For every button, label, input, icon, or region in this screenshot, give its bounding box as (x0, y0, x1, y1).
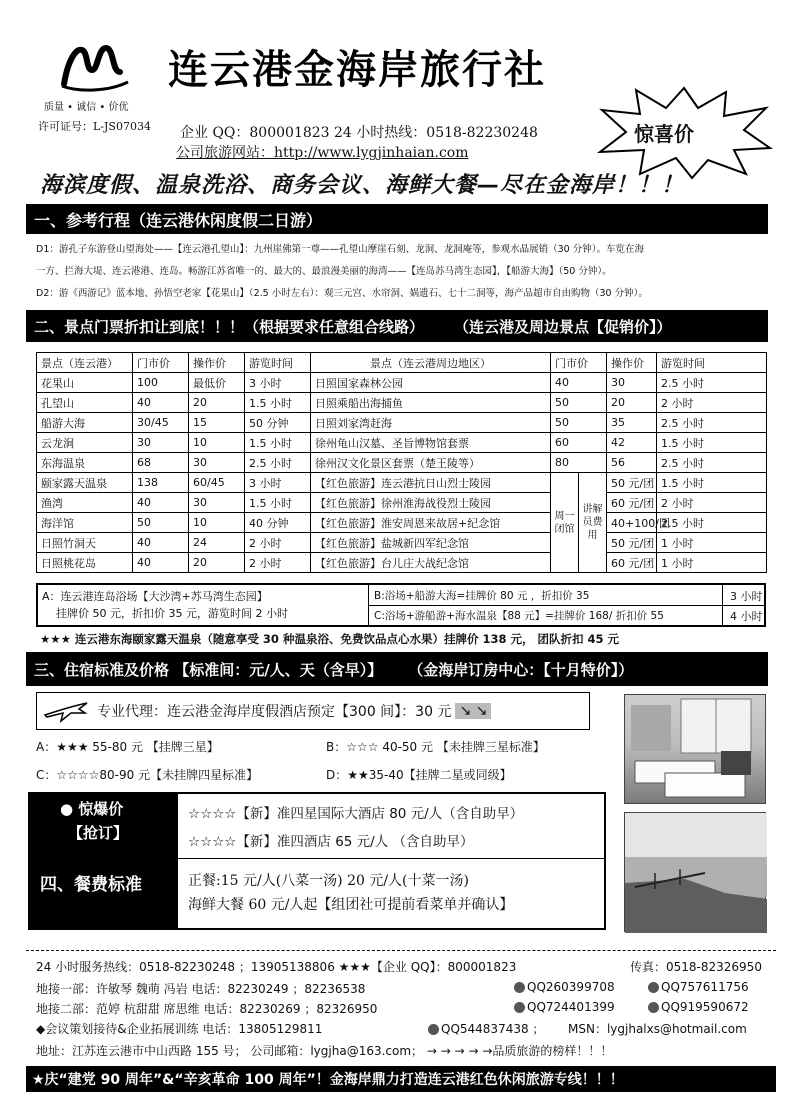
itinerary-d1-line1: D1：游孔子东游登山望海处——【连云港孔望山】：九州崖佛第一尊——孔望山摩崖石刻、龙洞、龙洞庵等，参观水晶展销（30 分钟）。车览在海 (36, 244, 644, 255)
table-cell: 1.5 小时 (245, 493, 311, 513)
table-header-cell: 景点（连云港周边地区） (311, 353, 551, 373)
table-cell: 2 小时 (657, 393, 767, 413)
table-cell: 30 (189, 493, 245, 513)
table-cell: 3 小时 (245, 473, 311, 493)
section1-title-bar (26, 204, 768, 234)
table-cell: 30 (133, 433, 189, 453)
meeting-line: ◆会议策划接待&企业拓展训练 电话：13805129811 (36, 1022, 323, 1036)
qq-icon (648, 982, 659, 993)
meeting-qq[interactable] (428, 1020, 544, 1037)
meal-standard-1: 正餐:15 元/人(八菜一汤) 20 元/人(十菜一汤) (188, 873, 469, 889)
table-cell: 60 元/团 (607, 553, 657, 573)
section2-title-bar (26, 310, 768, 342)
table-cell: 40 (551, 373, 607, 393)
table-cell: 20 (189, 553, 245, 573)
table-cell: 10 (189, 433, 245, 453)
table-cell: 40 (133, 553, 189, 573)
dept2-qq2[interactable] (648, 1000, 749, 1014)
table-cell: 40 (133, 533, 189, 553)
table-row (37, 493, 767, 513)
table-header-cell: 游览时间 (657, 353, 767, 373)
section1-title: 一、参考行程（连云港休闲度假二日游） (34, 210, 323, 230)
hotel-agent-text: 专业代理：连云港金海岸度假酒店预定【300 间】：30 元 (97, 704, 452, 720)
table-cell: 日照国家森林公园 (311, 373, 551, 393)
promo-hotel-2: ☆☆☆☆【新】准四酒店 65 元/人 （含自助早） (188, 834, 474, 850)
table-cell: 30 (189, 453, 245, 473)
surprise-price-label: 惊喜价 (634, 122, 694, 146)
qq-number: QQ724401399 (527, 1000, 615, 1014)
table-cell: 1.5 小时 (245, 433, 311, 453)
table-cell: 日照竹洞天 (37, 533, 133, 553)
table-cell: 20 (189, 393, 245, 413)
table-cell: 孔望山 (37, 393, 133, 413)
closed-monday-note: 周一闭馆 (551, 473, 579, 573)
hotline-line: 24 小时服务热线：0518-82230248 ；13905138806 ★★★【企业 QQ】：800001823 (36, 960, 517, 974)
table-row (37, 453, 767, 473)
table-row (37, 413, 767, 433)
hotel-c: C：☆☆☆☆80-90 元【未挂牌四星标准】 (36, 768, 259, 782)
table-header-cell: 门市价 (551, 353, 607, 373)
section2-title: 二、景点门票折扣让到底！！！（根据要求任意组合线路） (34, 317, 425, 336)
table-cell: 80 (551, 453, 607, 473)
qq-icon (428, 1024, 439, 1035)
table-cell: 2 小时 (245, 533, 311, 553)
promo-label1: ● 惊爆价 (60, 800, 124, 818)
table-cell: 【红色旅游】连云港抗日山烈士陵园 (311, 473, 551, 493)
table-cell: 【红色旅游】台儿庄大战纪念馆 (311, 553, 551, 573)
table-cell: 【红色旅游】淮安周恩来故居+纪念馆 (311, 513, 551, 533)
table-cell: 最低价 (189, 373, 245, 393)
company-name: 连云港金海岸旅行社 (168, 47, 546, 93)
table-cell: 60 元/团 (607, 493, 657, 513)
hotel-agent-row (36, 692, 590, 730)
table-cell: 56 (607, 453, 657, 473)
table-header-cell: 操作价 (607, 353, 657, 373)
table-row (37, 513, 767, 533)
table-cell: 云龙涧 (37, 433, 133, 453)
ticket-price-table (36, 352, 767, 573)
table-cell: 花果山 (37, 373, 133, 393)
dept1-qq1[interactable] (514, 980, 615, 994)
table-cell: 20 (607, 393, 657, 413)
table-cell: 2.5 小时 (657, 513, 767, 533)
combo-c: C:浴场+游船游+海水温泉【88 元】=挂牌价 168/ 折扣价 55 (374, 610, 664, 622)
hotel-room-image (625, 695, 767, 805)
bottom-banner (26, 1066, 776, 1092)
meal-standard-2: 海鲜大餐 60 元/人起【组团社可提前看菜单并确认】 (188, 897, 514, 913)
section4-title: 四、餐费标准 (40, 875, 142, 895)
table-cell: 50 分钟 (245, 413, 311, 433)
seaside-image (625, 813, 767, 933)
qq-number: QQ757611756 (661, 980, 749, 994)
msn-line[interactable]: MSN：lygjhalxs@hotmail.com (568, 1022, 747, 1036)
table-row (37, 473, 767, 493)
table-cell: 日照桃花岛 (37, 553, 133, 573)
table-cell: 【红色旅游】盐城新四军纪念馆 (311, 533, 551, 553)
promo-label-block (28, 792, 176, 930)
hot-spring-offer: ★★★ 连云港东海颐家露天温泉（随意享受 30 种温泉浴、免费饮品点心水果）挂牌价 138 元， 团队折扣 45 元 (40, 632, 619, 646)
table-cell: 50 (551, 413, 607, 433)
table-cell: 1.5 小时 (245, 393, 311, 413)
table-cell: 徐州龟山汉墓、圣旨博物馆套票 (311, 433, 551, 453)
table-cell: 徐州汉文化景区套票（楚王陵等） (311, 453, 551, 473)
bottom-banner-text: ★庆“建党 90 周年”&“辛亥革命 100 周年”！金海岸鼎力打造连云港红色休闲旅游专线！！！ (32, 1072, 624, 1088)
table-cell: 【红色旅游】徐州淮海战役烈士陵园 (311, 493, 551, 513)
combo-c-time: 4 小时 (730, 610, 763, 623)
combo-b: B:浴场+船游大海=挂牌价 80 元 ，折扣价 35 (374, 590, 590, 602)
table-cell: 2 小时 (657, 493, 767, 513)
dept1-line: 地接一部：许敏琴 魏萌 冯岩 电话：82230249 ；82236538 (36, 982, 366, 996)
section2-title-right: （连云港及周边景点【促销价】） (454, 317, 672, 336)
table-cell: 40 分钟 (245, 513, 311, 533)
qq-icon (514, 1002, 525, 1013)
table-cell: 颐家露天温泉 (37, 473, 133, 493)
table-cell: 100 (133, 373, 189, 393)
table-cell: 68 (133, 453, 189, 473)
table-cell: 3 小时 (245, 373, 311, 393)
dept2-line: 地接二部：范婷 杭甜甜 席思维 电话：82230269 ；82326950 (36, 1002, 378, 1016)
table-row (37, 393, 767, 413)
table-header-cell: 操作价 (189, 353, 245, 373)
table-cell: 15 (189, 413, 245, 433)
fax-line: 传真：0518-82326950 (630, 960, 762, 974)
tagline: 海滨度假、温泉洗浴、商务会议、海鲜大餐—尽在金海岸！！！ (40, 173, 685, 198)
table-cell: 50 元/团 (607, 533, 657, 553)
section3-title-right: （金海岸订房中心：【十月特价】） (408, 660, 634, 679)
table-cell: 50 (551, 393, 607, 413)
company-logo-icon (58, 40, 132, 92)
table-cell: 2.5 小时 (657, 413, 767, 433)
table-cell: 35 (607, 413, 657, 433)
hotel-d: D：★★35-40【挂牌二星或同级】 (326, 768, 512, 782)
website-link[interactable]: 公司旅游网站：http://www.lygjinhaian.com (176, 145, 469, 161)
divider (26, 950, 776, 951)
table-cell: 1 小时 (657, 553, 767, 573)
table-header-cell: 门市价 (133, 353, 189, 373)
table-cell: 2.5 小时 (657, 453, 767, 473)
table-cell: 10 (189, 513, 245, 533)
qq-icon (648, 1002, 659, 1013)
table-cell: 2 小时 (245, 553, 311, 573)
airplane-icon (43, 699, 89, 723)
table-row (37, 553, 767, 573)
guide-fee-note: 讲解员费用 (579, 473, 607, 573)
table-cell: 50 元/团 (607, 473, 657, 493)
itinerary-d2-line1: D2：游《西游记》蓝本地、孙悟空老家【花果山】（2.5 小时左右）：观三元宫、水帘洞、娲遗石、七十二洞等，海产品超市自由购物（30 分钟）。 (36, 288, 648, 299)
section3-title-bar (26, 652, 768, 686)
promo-label2: 【抢订】 (68, 824, 129, 842)
divider (178, 858, 604, 859)
divider (722, 585, 723, 625)
table-cell: 1.5 小时 (657, 473, 767, 493)
table-cell: 海洋馆 (37, 513, 133, 533)
table-cell: 2.5 小时 (245, 453, 311, 473)
table-row (37, 433, 767, 453)
table-cell: 42 (607, 433, 657, 453)
combo-a (42, 588, 360, 622)
table-cell: 60 (551, 433, 607, 453)
table-cell: 40 (133, 493, 189, 513)
table-cell: 日照乘船出海捕鱼 (311, 393, 551, 413)
address-line: 地址：江苏连云港市中山西路 155 号； 公司邮箱：lygjha@163.com； → → → → →品质旅游的榜样！！！ (36, 1044, 613, 1058)
table-cell: 1 小时 (657, 533, 767, 553)
combo-a-line2: 挂牌价 50 元，折扣价 35 元，游览时间 2 小时 (56, 607, 288, 620)
slogan: 质量 • 诚信 • 价优 (44, 102, 129, 113)
dept2-qq1[interactable] (514, 1000, 615, 1014)
table-header-cell: 景点（连云港） (37, 353, 133, 373)
table-cell: 日照刘家湾赶海 (311, 413, 551, 433)
table-cell: 30/45 (133, 413, 189, 433)
combo-a-line1: A：连云港连岛浴场【大沙湾+苏马湾生态园】 (42, 590, 268, 603)
table-cell: 60/45 (189, 473, 245, 493)
table-row (37, 373, 767, 393)
table-row (37, 533, 767, 553)
qq-number: QQ544837438 ； (441, 1022, 545, 1036)
table-header-cell: 游览时间 (245, 353, 311, 373)
combo-b-time: 3 小时 (730, 590, 763, 603)
hotel-a: A：★★★ 55-80 元 【挂牌三星】 (36, 740, 219, 754)
table-cell: 船游大海 (37, 413, 133, 433)
promo-hotel-1: ☆☆☆☆【新】准四星国际大酒店 80 元/人（含自助早） (188, 806, 524, 822)
table-cell: 1.5 小时 (657, 433, 767, 453)
table-cell: 138 (133, 473, 189, 493)
table-cell: 50 (133, 513, 189, 533)
hotel-b: B：☆☆☆ 40-50 元 【未挂牌三星标准】 (326, 740, 545, 754)
qq-number: QQ260399708 (527, 980, 615, 994)
table-cell: 40 (133, 393, 189, 413)
table-cell: 东海温泉 (37, 453, 133, 473)
down-arrows-icon: ↘ ↘ (455, 703, 491, 719)
dept1-qq2[interactable] (648, 980, 749, 994)
qq-number: QQ919590672 (661, 1000, 749, 1014)
license-number: 许可证号：L-JS07034 (38, 120, 151, 133)
contact-line: 企业 QQ：800001823 24 小时热线：0518-82230248 (180, 125, 538, 141)
hotel-room-photo (624, 694, 766, 804)
qq-icon (514, 982, 525, 993)
itinerary-d1-line2: 一方、拦海大堤、连云港港、连岛。畅游江苏省唯一的、最大的、最浪漫美丽的海湾——【连岛苏马湾生态园】，【船游大海】（50 分钟）。 (36, 266, 612, 277)
table-cell: 40+100/团 (607, 513, 657, 533)
combo-packages-box (36, 583, 766, 627)
table-cell: 渔湾 (37, 493, 133, 513)
table-cell: 30 (607, 373, 657, 393)
table-cell: 2.5 小时 (657, 373, 767, 393)
table-header-row (37, 353, 767, 373)
table-cell: 24 (189, 533, 245, 553)
section3-title: 三、住宿标准及价格 【标准间：元/人、天（含早）】 (34, 660, 383, 679)
seaside-pier-photo (624, 812, 766, 932)
promo-box (176, 792, 606, 930)
divider (368, 605, 764, 606)
